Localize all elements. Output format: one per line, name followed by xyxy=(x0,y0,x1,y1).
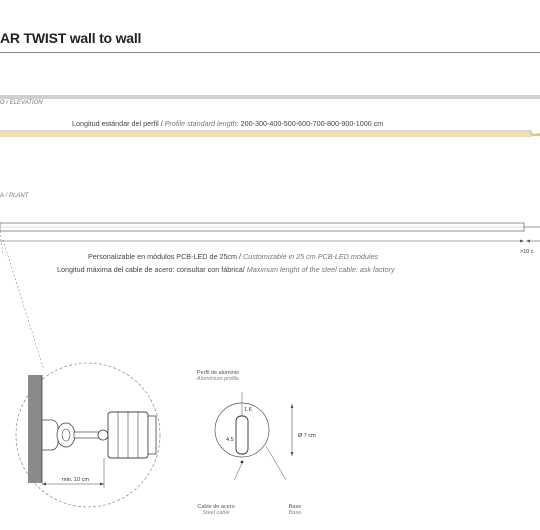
profile-callout-en: Aluminium profile xyxy=(196,376,240,382)
dim-top-label: 1.6 xyxy=(244,407,252,413)
steel-cable-callout xyxy=(176,504,256,516)
page-title: AR TWIST wall to wall xyxy=(0,30,142,46)
plant-edge-dimension-arrow xyxy=(526,240,530,243)
wall-mount-detail xyxy=(0,240,180,530)
profile-end-cap xyxy=(148,416,156,454)
elevation-led-strip xyxy=(0,132,532,136)
elevation-label-es: O xyxy=(0,100,5,106)
modules-note: Personalizable en módulos PCB-LED de 25cm / Customizable in 25 cm PCB-LED modules xyxy=(88,252,379,261)
bracket-joint xyxy=(57,423,75,447)
min-dimension-arrow-right xyxy=(100,483,104,486)
section-divider xyxy=(0,95,540,99)
base-callout-es: Base xyxy=(288,504,302,510)
aluminium-profile-section xyxy=(236,416,248,454)
title-rule xyxy=(0,52,540,53)
steel-cable-stub xyxy=(74,432,100,438)
profile-callout-es: Perfil de aluminio xyxy=(196,370,240,376)
plant-label-en: PLANT xyxy=(9,193,29,199)
cable-note: Longitud máxima del cable de acero: consultar con fábrica/ Maximum lenght of the steel cable: ask factory xyxy=(57,265,395,274)
steel-cable-callout-es: Cable de acero xyxy=(197,504,235,510)
profile-length-en: Profile standard length xyxy=(164,119,237,128)
detail-leader-line-lower xyxy=(3,240,44,370)
base-callout xyxy=(275,504,315,516)
wall-bracket xyxy=(42,420,58,450)
cable-leader-line xyxy=(230,463,242,480)
wall-block xyxy=(28,375,42,483)
profile-callout xyxy=(178,370,258,382)
diameter-arrow-bottom xyxy=(291,452,294,456)
dim-side-label: 4.5 xyxy=(226,437,234,443)
steel-cable-point xyxy=(241,461,244,464)
min-dimension-label: min. 10 cm xyxy=(62,477,89,483)
steel-cable-callout-en: Steel cable xyxy=(202,510,230,516)
edge-dimension-label: >10 c xyxy=(520,249,534,255)
min-dimension-arrow-left xyxy=(42,483,46,486)
cable-note-es: Longitud máxima del cable de acero: consultar con fábrica xyxy=(57,265,243,274)
diameter-arrow-top xyxy=(291,404,294,408)
elevation-label-en: ELEVATION xyxy=(9,100,43,106)
cross-section-drawing xyxy=(200,390,310,480)
base-callout-en: Base xyxy=(288,510,302,516)
cable-terminal xyxy=(98,430,108,440)
profile-length-values: 200-300-400-500-600-700-800-900-1000 cm xyxy=(240,119,384,128)
base-leader-line xyxy=(266,446,292,480)
plant-label-es: A xyxy=(0,193,5,199)
profile-length-es: Longitud estándar del perfil xyxy=(72,119,159,128)
plant-dimension-arrow xyxy=(520,240,524,243)
plant-label: A / PLANT xyxy=(0,193,29,199)
diameter-label: Ø 7 cm xyxy=(298,433,316,439)
modules-note-en: Customizable in 25 cm PCB-LED modules xyxy=(243,252,379,261)
elevation-label: O / ELEVATION xyxy=(0,100,43,106)
modules-note-es: Personalizable en módulos PCB-LED de 25cm xyxy=(88,252,238,261)
cable-note-en: Maximum lenght of the steel cable: ask factory xyxy=(246,265,395,274)
elevation-profile xyxy=(0,128,540,144)
profile-length-text: Longitud estándar del perfil / Profile standard length: 200-300-400-500-600-700-800-900-1000 cm xyxy=(72,119,384,128)
